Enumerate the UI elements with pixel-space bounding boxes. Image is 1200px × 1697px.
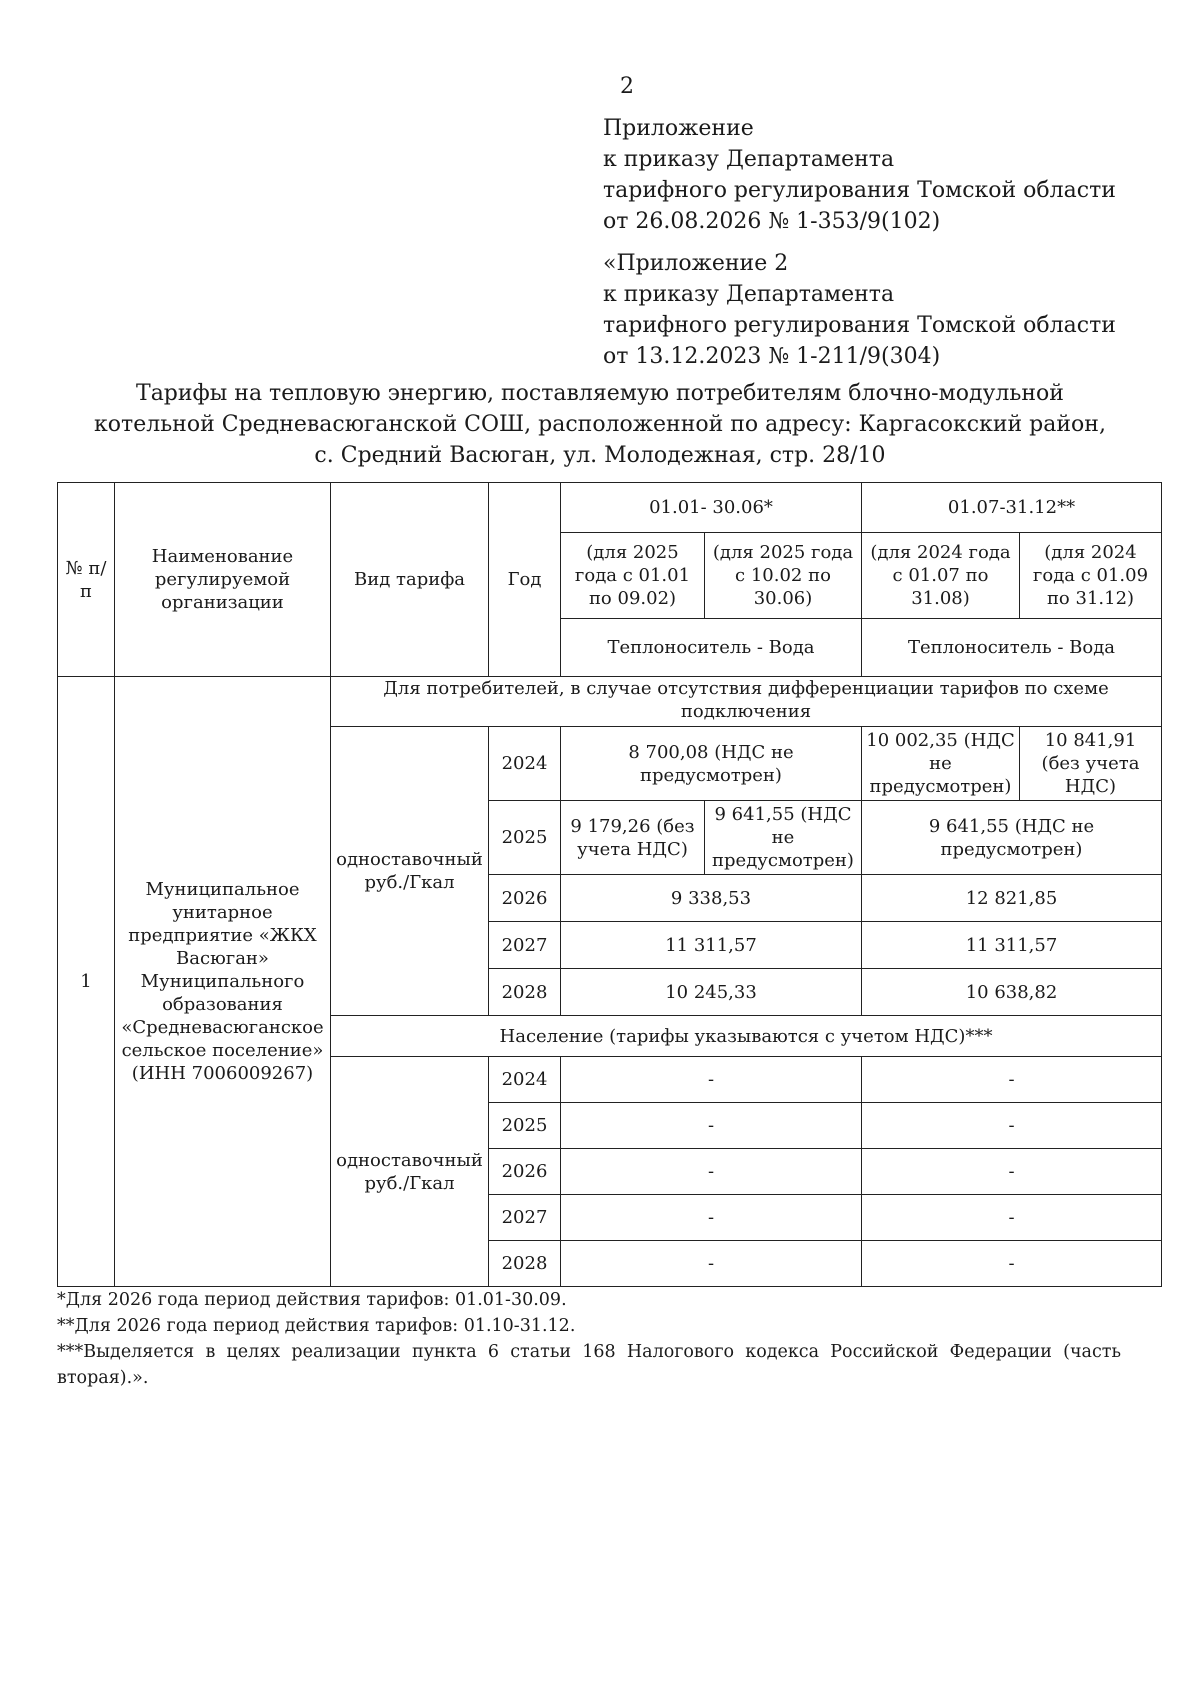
year-cell: 2024: [489, 727, 561, 801]
section-label-population: Население (тарифы указываются с учетом НДС)***: [331, 1016, 1162, 1057]
row-number: 1: [58, 677, 115, 1287]
header-subperiod: (для 2024 года с 01.09 по 31.12): [1020, 533, 1162, 619]
year-cell: 2026: [489, 1149, 561, 1195]
appendix-line: к приказу Департамента: [603, 282, 895, 307]
tariff-value: 9 338,53: [561, 875, 862, 922]
appendix-line: к приказу Департамента: [603, 147, 895, 172]
tariff-value: 10 638,82: [862, 969, 1162, 1016]
header-org: Наименование регулируемой организации: [115, 483, 331, 677]
title-line: с. Средний Васюган, ул. Молодежная, стр. 28/10: [314, 443, 886, 468]
header-period-1: 01.01- 30.06*: [561, 483, 862, 533]
footnote: вторая).».: [57, 1368, 149, 1388]
year-cell: 2025: [489, 1103, 561, 1149]
tariff-value: -: [561, 1149, 862, 1195]
year-cell: 2027: [489, 922, 561, 969]
tariff-value: -: [561, 1195, 862, 1241]
tariff-table: [57, 482, 1162, 1287]
title-line: котельной Средневасюганской СОШ, расположенной по адресу: Каргасокский район,: [94, 412, 1106, 437]
tariff-value: -: [561, 1103, 862, 1149]
header-subperiod: (для 2025 года с 01.01 по 09.02): [561, 533, 705, 619]
header-subperiod: (для 2024 года с 01.07 по 31.08): [862, 533, 1020, 619]
year-cell: 2024: [489, 1057, 561, 1103]
header-carrier: Теплоноситель - Вода: [561, 619, 862, 677]
footnote: **Для 2026 года период действия тарифов: 01.10-31.12.: [57, 1316, 576, 1336]
year-cell: 2028: [489, 1241, 561, 1287]
tariff-kind: одноставочный руб./Гкал: [331, 727, 489, 1016]
tariff-value: 10 841,91 (без учета НДС): [1020, 727, 1162, 801]
tariff-value: 11 311,57: [862, 922, 1162, 969]
tariff-value: 9 179,26 (без учета НДС): [561, 801, 705, 875]
appendix-line: «Приложение 2: [603, 251, 789, 276]
footnote: ***Выделяется в целях реализации пункта 6 статьи 168 Налогового кодекса Российской Федерации (часть: [57, 1342, 1121, 1362]
header-tariff-type: Вид тарифа: [331, 483, 489, 677]
header-carrier: Теплоноситель - Вода: [862, 619, 1162, 677]
appendix-line: от 26.08.2026 № 1-353/9(102): [603, 209, 941, 234]
tariff-value: -: [561, 1241, 862, 1287]
header-period-2: 01.07-31.12**: [862, 483, 1162, 533]
tariff-value: 9 641,55 (НДС не предусмотрен): [705, 801, 862, 875]
appendix-block-original: [603, 248, 1116, 372]
footnotes: [57, 1287, 1121, 1391]
tariff-value: -: [862, 1103, 1162, 1149]
tariff-value: 9 641,55 (НДС не предусмотрен): [862, 801, 1162, 875]
appendix-line: от 13.12.2023 № 1-211/9(304): [603, 344, 941, 369]
appendix-block-current: [603, 113, 1116, 237]
year-cell: 2026: [489, 875, 561, 922]
year-cell: 2025: [489, 801, 561, 875]
tariff-value: -: [862, 1241, 1162, 1287]
tariff-value: 10 245,33: [561, 969, 862, 1016]
tariff-value: 11 311,57: [561, 922, 862, 969]
year-cell: 2027: [489, 1195, 561, 1241]
header-year: Год: [489, 483, 561, 677]
header-num: № п/п: [58, 483, 115, 677]
tariff-value: -: [862, 1149, 1162, 1195]
year-cell: 2028: [489, 969, 561, 1016]
tariff-value: 8 700,08 (НДС не предусмотрен): [561, 727, 862, 801]
footnote: *Для 2026 года период действия тарифов: 01.01-30.09.: [57, 1290, 567, 1310]
tariff-value: 10 002,35 (НДС не предусмотрен): [862, 727, 1020, 801]
appendix-line: тарифного регулирования Томской области: [603, 313, 1116, 338]
organization-name: Муниципальное унитарное предприятие «ЖКХ Васюган» Муниципального образования «Средневасюганское сельское поселение» (ИНН 7006009267): [115, 677, 331, 1287]
section-label-consumers: Для потребителей, в случае отсутствия дифференциации тарифов по схеме подключения: [331, 677, 1162, 727]
tariff-value: 12 821,85: [862, 875, 1162, 922]
title-line: Тарифы на тепловую энергию, поставляемую потребителям блочно-модульной: [136, 381, 1064, 406]
tariff-kind: одноставочный руб./Гкал: [331, 1057, 489, 1287]
page-number: 2: [620, 74, 634, 99]
header-subperiod: (для 2025 года с 10.02 по 30.06): [705, 533, 862, 619]
tariff-value: -: [862, 1057, 1162, 1103]
document-title: [60, 378, 1140, 471]
appendix-line: тарифного регулирования Томской области: [603, 178, 1116, 203]
tariff-value: -: [561, 1057, 862, 1103]
appendix-line: Приложение: [603, 116, 754, 141]
tariff-value: -: [862, 1195, 1162, 1241]
